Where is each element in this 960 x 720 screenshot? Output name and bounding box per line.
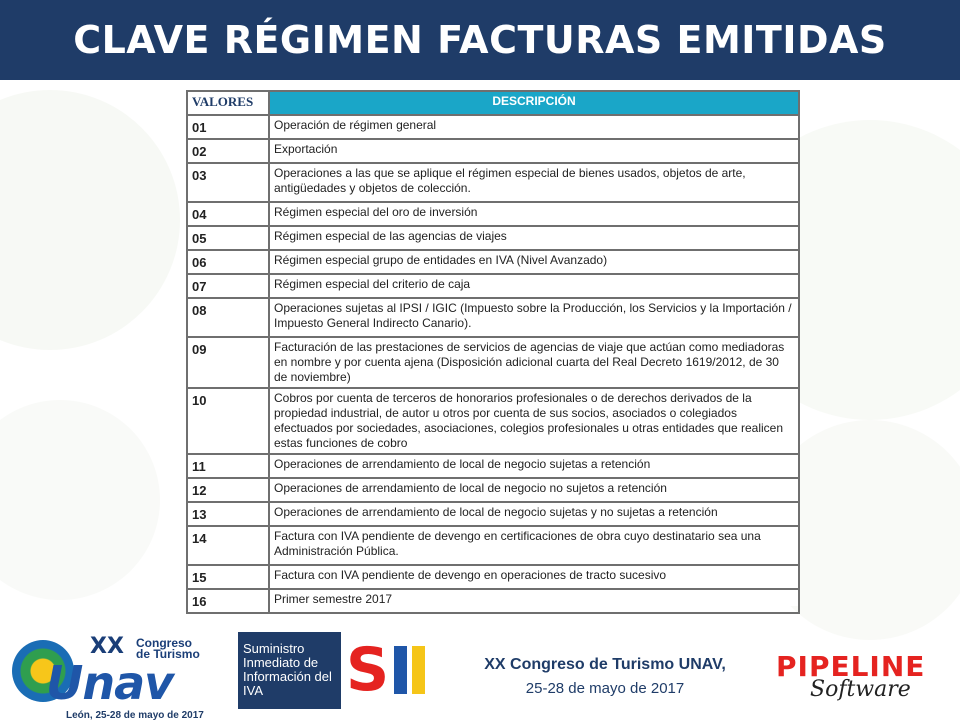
row-code: 15 bbox=[187, 565, 269, 589]
row-description: Primer semestre 2017 bbox=[269, 589, 799, 613]
row-description: Exportación bbox=[269, 139, 799, 163]
row-code: 14 bbox=[187, 526, 269, 565]
unav-de-turismo-label: de Turismo bbox=[136, 647, 200, 661]
row-description: Régimen especial del criterio de caja bbox=[269, 274, 799, 298]
sii-logo-letter: S bbox=[346, 635, 390, 705]
row-description: Operaciones sujetas al IPSI / IGIC (Impuesto sobre la Producción, los Servicios y la Importación / Impuesto General Indirecto Canario). bbox=[269, 298, 799, 337]
table-row bbox=[187, 565, 799, 589]
row-description: Facturación de las prestaciones de servicios de agencias de viaje que actúan como mediadoras en nombre y por cuenta ajena (Disposición adicional cuarta del Real Decreto 1619/2012, de 30 de noviembre) bbox=[269, 337, 799, 388]
row-code: 02 bbox=[187, 139, 269, 163]
table-row bbox=[187, 226, 799, 250]
row-description: Factura con IVA pendiente de devengo en operaciones de tracto sucesivo bbox=[269, 565, 799, 589]
row-description: Operaciones de arrendamiento de local de negocio sujetas y no sujetas a retención bbox=[269, 502, 799, 526]
unav-logo bbox=[6, 628, 221, 718]
header-descripcion: DESCRIPCIÓN bbox=[269, 91, 799, 115]
sii-logo-bar-blue bbox=[394, 646, 407, 694]
table-row bbox=[187, 454, 799, 478]
event-title: XX Congreso de Turismo UNAV, bbox=[484, 656, 726, 673]
row-description: Factura con IVA pendiente de devengo en certificaciones de obra cuyo destinatario sea una Administración Pública. bbox=[269, 526, 799, 565]
regimen-table bbox=[186, 90, 800, 614]
row-description: Operaciones de arrendamiento de local de negocio no sujetos a retención bbox=[269, 478, 799, 502]
row-code: 13 bbox=[187, 502, 269, 526]
table-row bbox=[187, 502, 799, 526]
row-code: 08 bbox=[187, 298, 269, 337]
pipeline-brand: PIPELINE bbox=[776, 650, 926, 683]
row-code: 04 bbox=[187, 202, 269, 226]
sii-description-box: Suministro Inmediato de Información del IVA bbox=[238, 632, 341, 709]
unav-place-date: León, 25-28 de mayo de 2017 bbox=[66, 710, 204, 720]
sii-logo bbox=[346, 636, 436, 704]
row-code: 09 bbox=[187, 337, 269, 388]
row-description: Régimen especial grupo de entidades en IVA (Nivel Avanzado) bbox=[269, 250, 799, 274]
page-title: CLAVE RÉGIMEN FACTURAS EMITIDAS bbox=[73, 18, 887, 62]
row-description: Operación de régimen general bbox=[269, 115, 799, 139]
table-row bbox=[187, 250, 799, 274]
row-code: 12 bbox=[187, 478, 269, 502]
unav-congreso-label: Congreso bbox=[136, 636, 193, 650]
row-description: Cobros por cuenta de terceros de honorarios profesionales o de derechos derivados de la propiedad industrial, de autor u otros por cuenta de sus socios, asociados o colegiados efectuados por sociedades, asociaciones, colegios profesionales u otras entidades que realicen estas funciones de cobro bbox=[269, 388, 799, 454]
title-banner bbox=[0, 0, 960, 80]
row-description: Régimen especial del oro de inversión bbox=[269, 202, 799, 226]
table-row bbox=[187, 298, 799, 337]
table-header-row bbox=[187, 91, 799, 115]
table-row bbox=[187, 139, 799, 163]
row-code: 07 bbox=[187, 274, 269, 298]
unav-wordmark: Unav bbox=[46, 656, 174, 710]
table-row bbox=[187, 274, 799, 298]
row-description: Operaciones a las que se aplique el régimen especial de bienes usados, objetos de arte, antigüedades y objetos de colección. bbox=[269, 163, 799, 202]
footer bbox=[0, 620, 960, 720]
event-caption bbox=[460, 656, 750, 697]
event-date: 25-28 de mayo de 2017 bbox=[525, 680, 685, 697]
table-row bbox=[187, 589, 799, 613]
row-code: 10 bbox=[187, 388, 269, 454]
table-row bbox=[187, 526, 799, 565]
pipeline-software: Software bbox=[810, 677, 911, 702]
row-code: 05 bbox=[187, 226, 269, 250]
row-description: Operaciones de arrendamiento de local de negocio sujetas a retención bbox=[269, 454, 799, 478]
row-description: Régimen especial de las agencias de viajes bbox=[269, 226, 799, 250]
row-code: 06 bbox=[187, 250, 269, 274]
sii-logo-bar-yellow bbox=[412, 646, 425, 694]
background-shape bbox=[0, 90, 180, 350]
pipeline-software-logo bbox=[776, 650, 948, 710]
row-code: 03 bbox=[187, 163, 269, 202]
background-shape bbox=[0, 400, 160, 600]
regimen-table-container bbox=[186, 90, 800, 609]
table-row bbox=[187, 202, 799, 226]
table-row bbox=[187, 337, 799, 388]
unav-xx: XX bbox=[90, 634, 124, 659]
row-code: 01 bbox=[187, 115, 269, 139]
table-row bbox=[187, 388, 799, 454]
table-row bbox=[187, 115, 799, 139]
table-row bbox=[187, 163, 799, 202]
row-code: 11 bbox=[187, 454, 269, 478]
header-valores: VALORES bbox=[187, 91, 269, 115]
table-row bbox=[187, 478, 799, 502]
row-code: 16 bbox=[187, 589, 269, 613]
